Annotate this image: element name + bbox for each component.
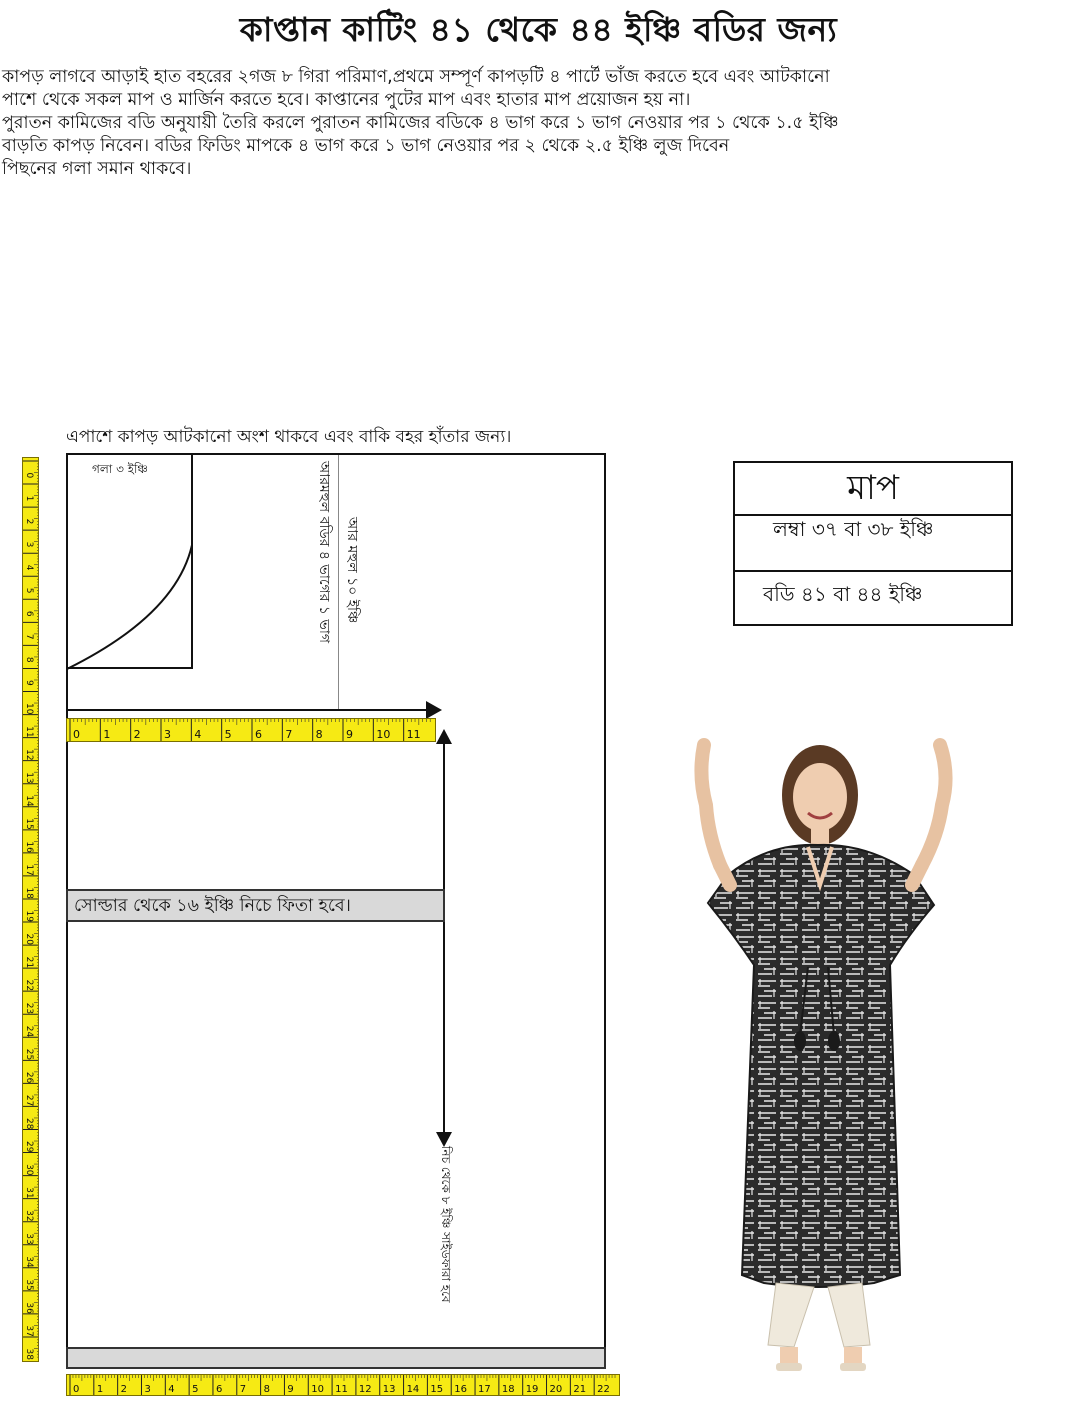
tape-number: 5 [224,728,232,741]
page-title: কাপ্তান কাটিং ৪১ থেকে ৪৪ ইঞ্চি বডির জন্য [239,10,838,49]
tape-number: 37 [24,1325,34,1337]
tape-number: 3 [144,1384,151,1395]
tape-number: 17 [24,864,34,876]
ribbon-band: সোল্ডার থেকে ১৬ ইঞ্চি নিচে ফিতা হবে। [66,889,445,922]
tape-number: 28 [24,1117,34,1130]
neck-label: গলা ৩ ইঞ্চি [92,462,148,476]
armhole-line [338,455,339,709]
tape-number: 22 [24,979,34,992]
tape-number: 2 [120,1384,128,1395]
vertical-measuring-tape [22,457,39,1362]
tape-number: 18 [24,887,34,899]
side-slit-label: নিচ থেকে ৮ ইঞ্চি সাইডফারা হবে [439,1146,453,1303]
tape-number: 2 [24,518,34,525]
tape-number: 10 [311,1384,324,1395]
tape-number: 20 [549,1384,563,1395]
tape-number: 26 [24,1071,34,1084]
armhole-label-body: আরমহুল বডির ৪ ভাগের ১ ভাগ [316,461,332,644]
tape-number: 6 [215,1384,223,1395]
tape-number: 34 [24,1256,34,1268]
tape-number: 23 [24,1002,34,1015]
instruction-line: পাশে থেকে সকল মাপ ও মার্জিন করতে হবে। কাপ্তানের পুটের মাপ এবং হাতার মাপ প্রয়োজন হয় না। [2,90,691,110]
instruction-line: পুরাতন কামিজের বডি অনুযায়ী তৈরি করলে পুরাতন কামিজের বডিকে ৪ ভাগ করে ১ ভাগ নেওয়ার পর ১ থেকে ১.৫ ইঞ্চি [2,113,839,133]
tape-number: 4 [168,1384,175,1395]
tape-number: 21 [24,956,34,969]
tape-number: 17 [478,1384,491,1395]
tape-number: 8 [315,728,323,741]
tape-number: 14 [406,1384,420,1395]
tape-number: 7 [285,728,293,741]
tape-number: 15 [430,1384,444,1395]
tape-number: 4 [194,728,202,741]
measurement-title: মাপ [847,468,899,508]
tape-number: 0 [73,1384,80,1395]
bottom-measuring-tape [66,1374,620,1396]
tape-number: 12 [358,1384,372,1395]
tape-number: 30 [24,1164,34,1176]
tape-number: 0 [73,728,80,741]
tape-number: 12 [24,749,34,761]
tape-number: 10 [24,703,34,715]
tape-number: 7 [24,633,34,640]
tape-number: 35 [24,1279,34,1291]
tape-number: 8 [24,656,34,663]
tape-number: 13 [382,1384,396,1395]
tape-number: 22 [597,1384,610,1395]
tape-number: 13 [24,772,34,784]
tape-number: 8 [263,1384,270,1395]
tape-number: 25 [24,1048,34,1061]
tape-number: 24 [24,1025,34,1038]
instruction-line: কাপড় লাগবে আড়াই হাত বহরের ২গজ ৮ গিরা পরিমাণ,প্রথমে সম্পূর্ণ কাপড়টি ৪ পার্টে ভাঁজ করতে হবে এবং আটকানো [2,67,830,87]
tape-number: 0 [23,472,34,479]
tape-number: 31 [24,1187,34,1199]
tape-number: 9 [346,728,353,741]
tape-number: 9 [287,1384,294,1395]
tape-number: 14 [24,795,34,807]
top-measuring-tape [66,718,436,742]
armhole-label-inches: আর মহুল ১০ ইঞ্চি [344,517,360,624]
tape-number: 33 [24,1233,34,1245]
tape-number: 38 [24,1348,34,1360]
tape-number: 11 [335,1384,348,1395]
model-photo [668,735,968,1375]
tape-number: 1 [103,728,111,741]
tape-number: 11 [24,726,34,738]
neck-curve [66,545,194,671]
tape-number: 16 [454,1384,467,1395]
top-tape-ticks [67,719,436,742]
tape-number: 18 [501,1384,515,1395]
hem-band [66,1347,606,1369]
fold-side-note: এপাশে কাপড় আটকানো অংশ থাকবে এবং বাকি বহর হাঁতার জন্য। [66,427,512,447]
tape-number: 5 [24,587,34,594]
tape-number: 15 [24,818,34,830]
tape-number: 6 [24,610,34,617]
length-value: লম্বা ৩৭ বা ৩৮ ইঞ্চি [773,517,934,541]
tape-number: 4 [24,564,34,571]
tape-number: 9 [24,679,34,686]
tape-number: 3 [24,541,34,548]
tape-number: 19 [525,1384,539,1395]
side-length-arrow [432,728,456,1148]
vertical-tape-ticks [23,458,39,1362]
tape-number: 10 [376,728,391,741]
tape-number: 36 [24,1302,34,1314]
tape-number: 19 [24,910,34,922]
tape-number: 21 [573,1384,587,1395]
body-value: বডি ৪১ বা ৪৪ ইঞ্চি [763,582,923,606]
tape-number: 20 [24,933,34,946]
tape-number: 1 [24,495,34,502]
tape-number: 2 [133,728,141,741]
tape-number: 7 [239,1384,247,1395]
tape-number: 1 [96,1384,104,1395]
tape-number: 32 [24,1210,34,1222]
instruction-line: পিছনের গলা সমান থাকবে। [2,159,192,179]
tape-number: 16 [24,841,34,853]
bottom-tape-ticks [67,1375,620,1396]
tape-number: 11 [406,728,421,741]
tape-number: 27 [24,1094,34,1107]
tape-number: 6 [255,728,262,741]
tape-number: 3 [164,728,171,741]
tape-number: 5 [192,1384,199,1395]
instructions-text [2,66,1072,181]
instruction-line: বাড়তি কাপড় নিবেন। বডির ফিডিং মাপকে ৪ ভাগ করে ১ ভাগ নেওয়ার পর ২ থেকে ২.৫ ইঞ্চি লুজ দিবেন [2,136,730,156]
tape-number: 29 [24,1141,34,1153]
